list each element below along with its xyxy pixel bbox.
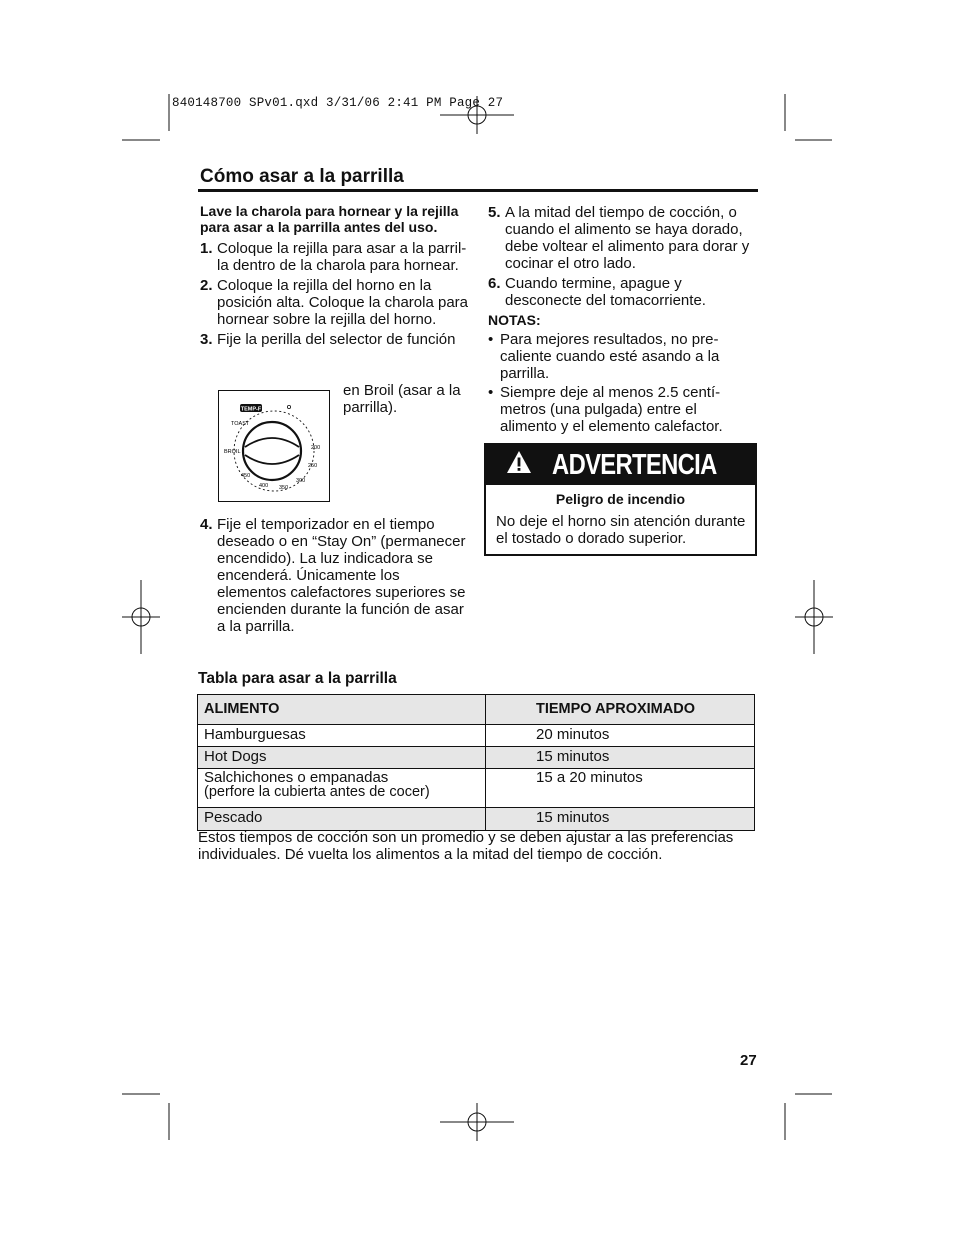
dial-label-broil: BROIL	[224, 449, 241, 455]
warning-box	[484, 443, 757, 556]
time-cell: 15 minutos	[486, 747, 755, 769]
warning-header	[486, 445, 755, 485]
title-rule	[198, 189, 758, 192]
step-text: Fije la perilla del selector de función	[217, 331, 456, 348]
time-cell: 15 a 20 minutos	[486, 769, 755, 808]
warning-title: ADVERTENCIA	[552, 448, 717, 481]
intro-text: Lave la charola para hornear y la rejilla para asar a la parrilla antes del uso.	[200, 203, 459, 235]
step-3-continued	[343, 382, 468, 416]
step-4	[200, 516, 472, 635]
step-5	[488, 204, 756, 272]
bullet-icon: •	[488, 331, 494, 348]
function-dial-illustration	[218, 390, 330, 502]
step-1	[200, 240, 472, 274]
warning-subtitle: Peligro de incendio	[555, 491, 686, 507]
table-row	[198, 725, 755, 747]
dial-label-250: 250	[308, 463, 318, 469]
note-text: Siempre deje al menos 2.5 centí-metros (una pulgada) entre el alimento y el elemento calefactor.	[500, 384, 723, 435]
food-note: (perfore la cubierta antes de cocer)	[204, 784, 430, 800]
step-number: 4.	[200, 516, 213, 533]
step-2	[200, 277, 472, 328]
table-row	[198, 808, 755, 831]
step-text-continued: en Broil (asar a la parrilla).	[343, 382, 461, 416]
food-name: Salchichones o empanadas	[204, 769, 389, 786]
print-slug: 840148700 SPv01.qxd 3/31/06 2:41 PM Page 27	[172, 96, 504, 110]
note-text: Para mejores resultados, no pre-caliente cuando esté asando a la parrilla.	[500, 331, 720, 382]
step-number: 3.	[200, 331, 213, 348]
food-cell: Pescado	[198, 808, 486, 831]
step-number: 6.	[488, 275, 501, 292]
time-cell: 20 minutos	[486, 725, 755, 747]
left-column	[200, 204, 472, 351]
notes-title: NOTAS:	[488, 312, 541, 328]
dial-label-toast: TOAST	[231, 421, 250, 427]
dial-icon	[219, 391, 329, 501]
dial-mode-label: TEMP-F	[240, 406, 262, 413]
table-footnote: Estos tiempos de cocción son un promedio y se deben ajustar a las preferencias individuales. Dé vuelta los alimentos a la mitad del tiempo de cocción.	[198, 829, 734, 863]
step-4-block	[200, 516, 472, 638]
page-number: 27	[740, 1052, 757, 1069]
step-number: 1.	[200, 240, 213, 257]
food-cell: Hot Dogs	[198, 747, 486, 769]
step-6	[488, 275, 756, 309]
right-column	[488, 204, 756, 437]
section-title: Cómo asar a la parrilla	[200, 166, 404, 187]
grill-times-table	[197, 694, 755, 831]
bullet-icon: •	[488, 384, 494, 401]
step-text: A la mitad del tiempo de cocción, o cuando el alimento se haya dorado, debe voltear el alimento para dorar y cocinar el otro lado.	[505, 204, 750, 272]
table-row	[198, 747, 755, 769]
step-text: Cuando termine, apague y desconecte del tomacorriente.	[505, 275, 706, 309]
table-header-row	[198, 695, 755, 725]
warning-text: No deje el horno sin atención durante el tostado o dorado superior.	[496, 513, 746, 547]
time-cell: 15 minutos	[486, 808, 755, 831]
registration-mark-left	[122, 580, 160, 654]
dial-label-300: 300	[296, 478, 306, 484]
note-item	[488, 384, 756, 435]
dial-label-350: 350	[279, 485, 289, 491]
note-item	[488, 331, 756, 382]
step-3	[200, 331, 472, 348]
table-header-food: ALIMENTO	[198, 695, 486, 725]
step-number: 5.	[488, 204, 501, 221]
dial-label-200: 200	[311, 445, 321, 451]
dial-label-400: 400	[259, 483, 269, 489]
dial-label-450: 450	[241, 473, 251, 479]
registration-mark-right	[795, 580, 833, 654]
registration-mark-bottom	[440, 1103, 514, 1141]
table-title: Tabla para asar a la parrilla	[198, 670, 397, 687]
step-text: Coloque la rejilla para asar a la parril-la dentro de la charola para hornear.	[217, 240, 467, 274]
table-header-time: TIEMPO APROXIMADO	[486, 695, 755, 725]
step-number: 2.	[200, 277, 213, 294]
step-text: Fije el temporizador en el tiempo deseado o en “Stay On” (permanecer encendido). La luz indicadora se encenderá. Únicamente los elementos calefactores superiores se encienden durante la función de asar a la parrilla.	[217, 516, 466, 635]
food-cell	[198, 769, 486, 808]
food-cell: Hamburguesas	[198, 725, 486, 747]
warning-triangle-icon	[506, 449, 532, 482]
step-text: Coloque la rejilla del horno en la posición alta. Coloque la charola para hornear sobre la rejilla del horno.	[217, 277, 468, 328]
table-row	[198, 769, 755, 808]
